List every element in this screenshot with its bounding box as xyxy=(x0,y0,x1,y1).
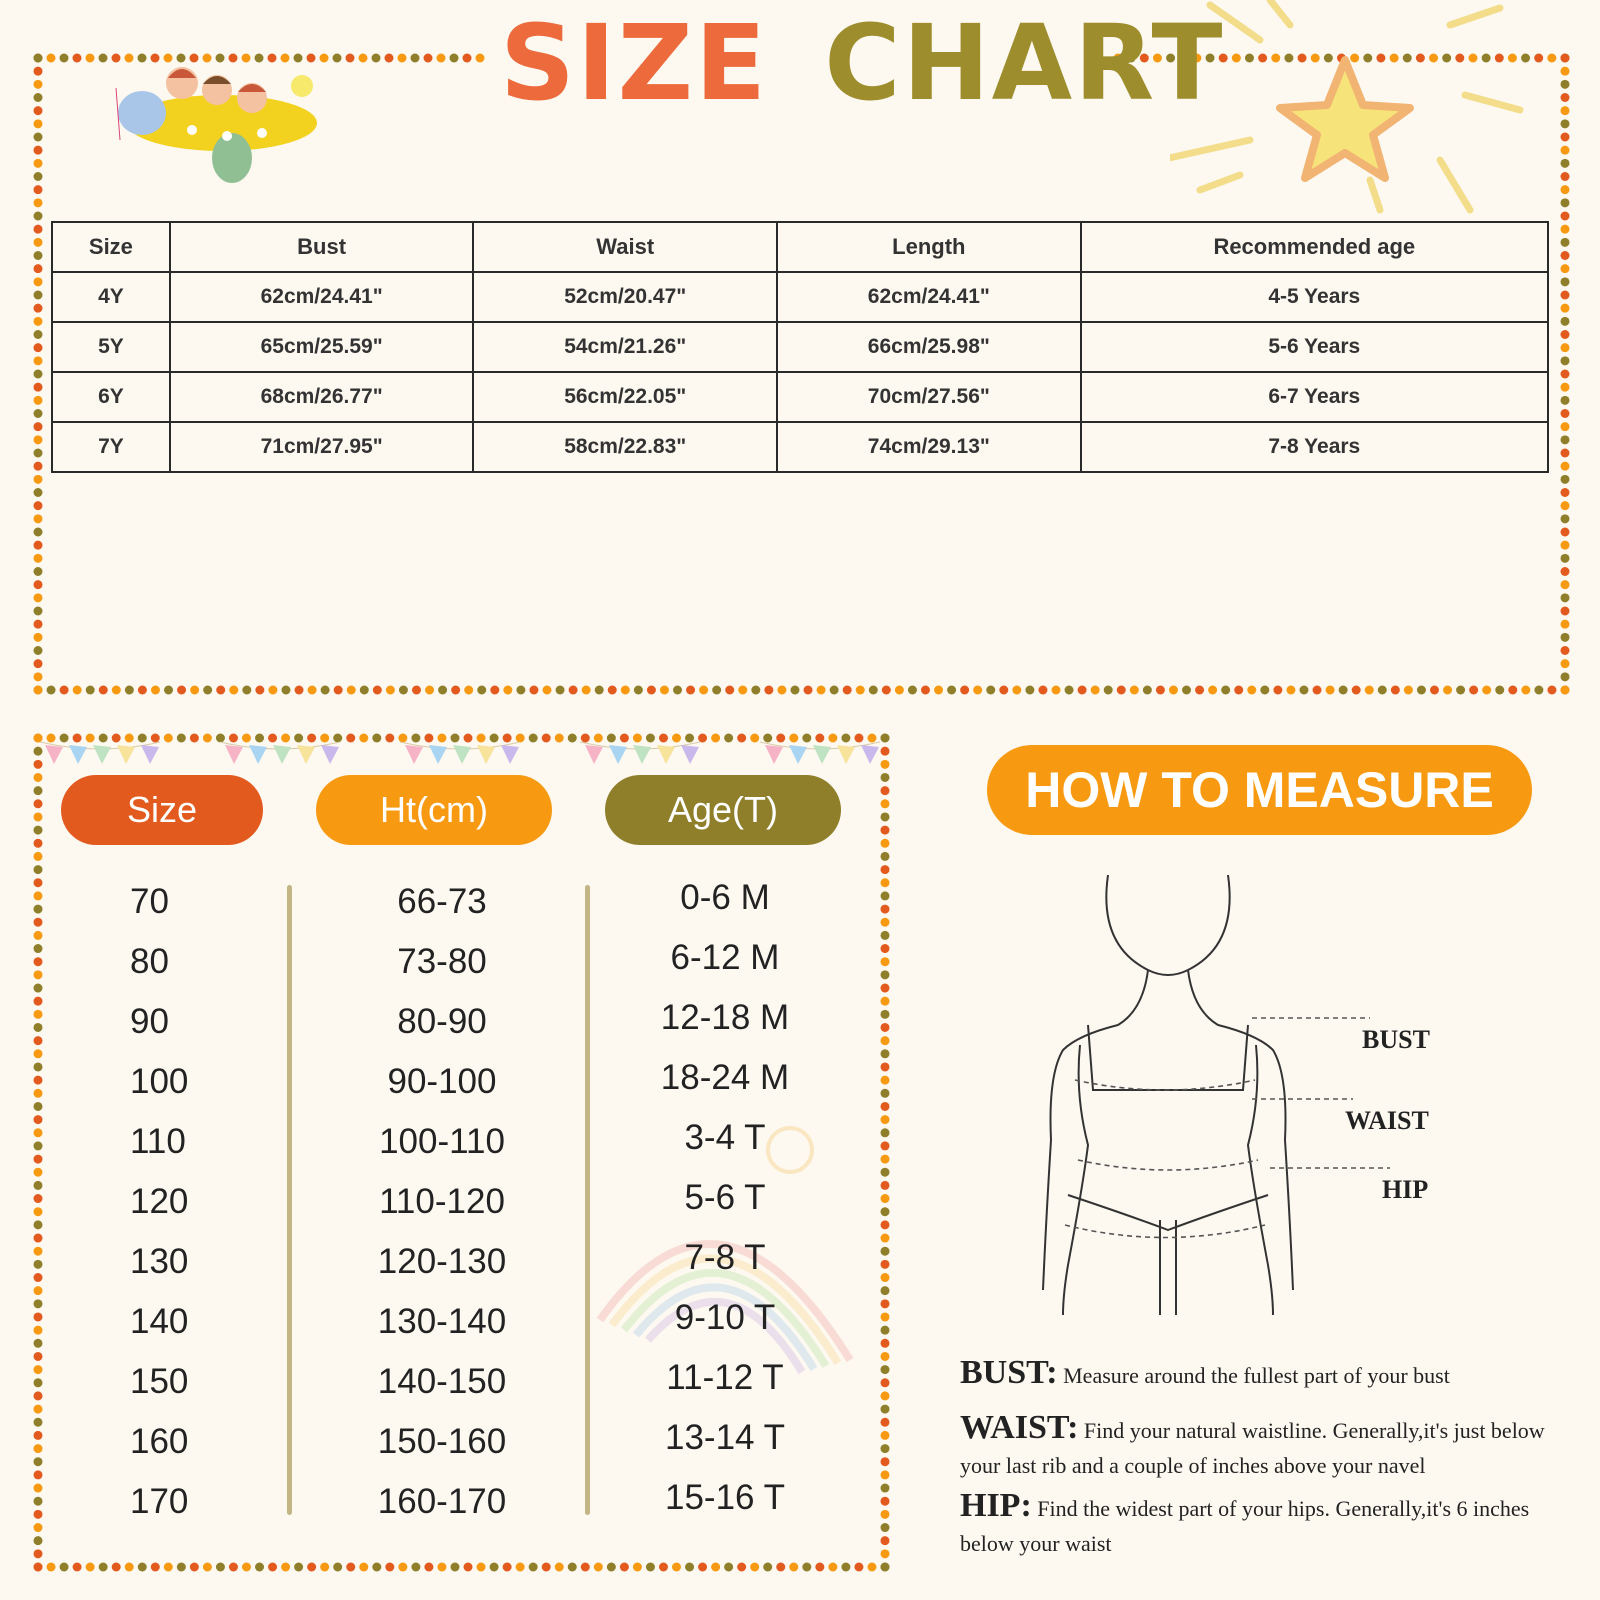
height-value: 100-110 xyxy=(379,1122,505,1161)
size-column xyxy=(130,878,250,1538)
how-to-measure-title: HOW TO MEASURE xyxy=(987,745,1532,835)
age-value: 12-18 M xyxy=(660,998,790,1037)
age-value: 13-14 T xyxy=(665,1418,785,1457)
bust-instruction xyxy=(960,1355,1570,1393)
age-column xyxy=(620,874,830,1534)
age-value: 5-6 T xyxy=(684,1178,766,1217)
cell-waist: 56cm/22.05" xyxy=(473,372,777,422)
cell-waist: 54cm/21.26" xyxy=(473,322,777,372)
bust-label: BUST xyxy=(1362,1025,1430,1054)
cell-size: 4Y xyxy=(52,272,170,322)
size-value: 160 xyxy=(130,1422,189,1461)
table-header-row xyxy=(52,222,1548,272)
height-value: 160-170 xyxy=(377,1482,507,1521)
cell-size: 5Y xyxy=(52,322,170,372)
title-size-word: SIZE xyxy=(500,2,769,124)
height-value: 80-90 xyxy=(397,1002,487,1041)
cell-bust: 65cm/25.59" xyxy=(170,322,474,372)
cell-size: 7Y xyxy=(52,422,170,472)
table-row xyxy=(52,322,1548,372)
cell-waist: 52cm/20.47" xyxy=(473,272,777,322)
age-value: 0-6 M xyxy=(680,878,770,917)
hip-key: HIP: xyxy=(960,1487,1032,1524)
cell-bust: 62cm/24.41" xyxy=(170,272,474,322)
cell-length: 70cm/27.56" xyxy=(777,372,1081,422)
age-value: 18-24 M xyxy=(660,1058,790,1097)
size-header-pill: Size xyxy=(61,775,263,845)
height-header-pill: Ht(cm) xyxy=(316,775,552,845)
cell-size: 6Y xyxy=(52,372,170,422)
size-value: 80 xyxy=(130,942,169,981)
height-value: 66-73 xyxy=(397,882,487,921)
age-header-pill: Age(T) xyxy=(605,775,841,845)
title-chart-word: CHART xyxy=(824,2,1225,124)
size-value: 90 xyxy=(130,1002,169,1041)
height-column xyxy=(342,878,542,1538)
table-row xyxy=(52,422,1548,472)
age-value: 15-16 T xyxy=(665,1478,785,1517)
cell-length: 62cm/24.41" xyxy=(777,272,1081,322)
age-value: 9-10 T xyxy=(674,1298,776,1337)
star-illustration xyxy=(1170,0,1590,220)
size-value: 70 xyxy=(130,882,169,921)
header-recommended-age: Recommended age xyxy=(1081,222,1548,272)
size-value: 130 xyxy=(130,1242,189,1281)
body-outline-illustration xyxy=(1020,875,1440,1315)
waist-label: WAIST xyxy=(1345,1106,1429,1135)
waist-key: WAIST: xyxy=(960,1409,1079,1446)
age-value: 11-12 T xyxy=(666,1358,784,1397)
size-value: 170 xyxy=(130,1482,189,1521)
age-value: 3-4 T xyxy=(684,1118,766,1157)
airplane-illustration xyxy=(112,48,332,183)
bunting-decoration xyxy=(40,738,880,778)
cell-age: 4-5 Years xyxy=(1081,272,1548,322)
header-waist: Waist xyxy=(473,222,777,272)
bust-key: BUST: xyxy=(960,1354,1058,1391)
height-value: 110-120 xyxy=(379,1182,505,1221)
height-value: 90-100 xyxy=(387,1062,497,1101)
height-value: 73-80 xyxy=(397,942,487,981)
cell-waist: 58cm/22.83" xyxy=(473,422,777,472)
table-row xyxy=(52,372,1548,422)
header-bust: Bust xyxy=(170,222,474,272)
cell-length: 74cm/29.13" xyxy=(777,422,1081,472)
header-size: Size xyxy=(52,222,170,272)
cell-age: 5-6 Years xyxy=(1081,322,1548,372)
hip-label: HIP xyxy=(1382,1175,1429,1204)
table-row xyxy=(52,272,1548,322)
age-value: 7-8 T xyxy=(684,1238,766,1277)
height-value: 140-150 xyxy=(377,1362,507,1401)
size-chart-table xyxy=(51,221,1549,473)
height-value: 120-130 xyxy=(377,1242,507,1281)
column-divider xyxy=(287,885,292,1515)
waist-text: Find your natural waistline. Generally,it's just below your last rib and a couple of inches above your navel xyxy=(960,1418,1545,1478)
size-value: 100 xyxy=(130,1062,189,1101)
hip-instruction xyxy=(960,1488,1570,1561)
cell-age: 7-8 Years xyxy=(1081,422,1548,472)
waist-instruction xyxy=(960,1410,1570,1483)
height-value: 150-160 xyxy=(377,1422,507,1461)
cell-age: 6-7 Years xyxy=(1081,372,1548,422)
header-length: Length xyxy=(777,222,1081,272)
size-value: 140 xyxy=(130,1302,189,1341)
page-title xyxy=(500,2,1225,124)
cell-length: 66cm/25.98" xyxy=(777,322,1081,372)
age-value: 6-12 M xyxy=(670,938,780,977)
size-value: 110 xyxy=(130,1122,186,1161)
cell-bust: 68cm/26.77" xyxy=(170,372,474,422)
height-value: 130-140 xyxy=(377,1302,507,1341)
cell-bust: 71cm/27.95" xyxy=(170,422,474,472)
size-value: 120 xyxy=(130,1182,189,1221)
hip-text: Find the widest part of your hips. Generally,it's 6 inches below your waist xyxy=(960,1496,1530,1556)
bust-text: Measure around the fullest part of your bust xyxy=(1063,1363,1450,1388)
size-value: 150 xyxy=(130,1362,189,1401)
